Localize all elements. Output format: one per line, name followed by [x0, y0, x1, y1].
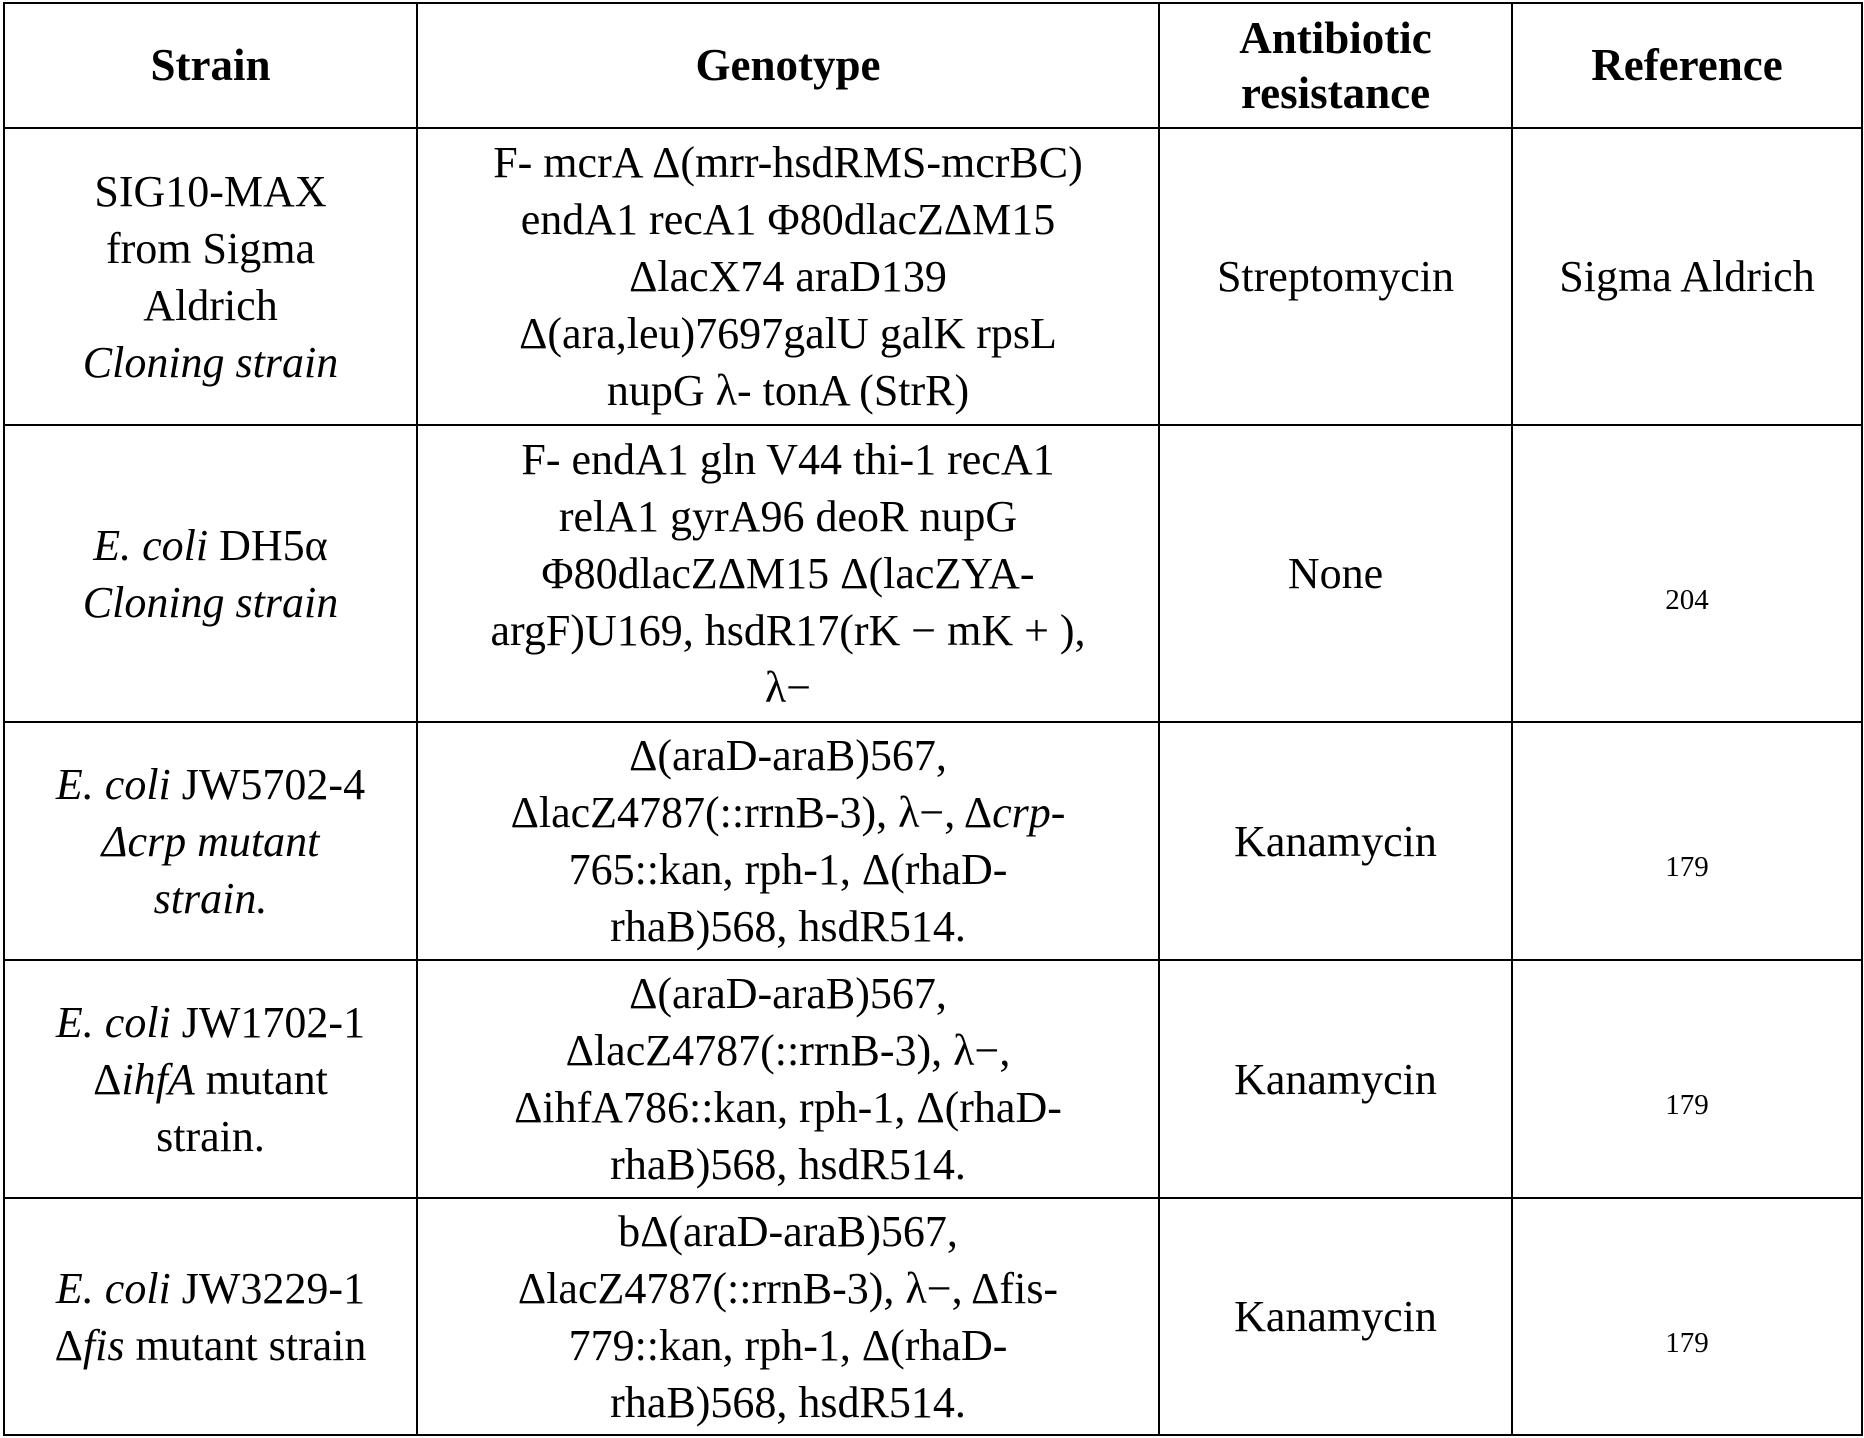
species-name: E. coli: [93, 520, 209, 570]
genotype-cell: [417, 1198, 1159, 1435]
genotype-cell: [417, 722, 1159, 960]
genotype-line: rhaB)568, hsdR514.: [610, 1377, 966, 1427]
delta-symbol: Δ: [93, 1054, 122, 1104]
strain-line: Aldrich: [143, 280, 278, 330]
strain-name: JW5702-4: [170, 759, 366, 809]
reference-number: 179: [1665, 851, 1709, 883]
strain-cell: [4, 425, 417, 722]
strain-line: [11, 994, 410, 1051]
header-antibiotic-resistance: [1159, 3, 1512, 128]
species-name: E. coli: [55, 1263, 171, 1313]
strain-cell: [4, 128, 417, 425]
genotype-line: ΔlacX74 araD139: [629, 252, 947, 301]
species-name: E. coli: [55, 759, 171, 809]
strain-line: [11, 1051, 410, 1108]
strain-description: Δcrp mutant: [101, 816, 320, 866]
strain-name: JW1702-1: [170, 997, 366, 1047]
strain-name: JW3229-1: [170, 1263, 366, 1313]
mutant-label: mutant: [194, 1054, 328, 1104]
genotype-line: rhaB)568, hsdR514.: [610, 902, 966, 951]
gene-name: ihfA: [121, 1054, 195, 1104]
genotype-line: argF)U169, hsdR17(rK − mK + ),: [490, 606, 1086, 655]
genotype-cell: [417, 128, 1159, 425]
strain-cell: [4, 1198, 417, 1435]
genotype-line: λ−: [764, 663, 812, 712]
species-name: E. coli: [55, 997, 171, 1047]
genotype-line: Φ80dlacZΔM15 Δ(lacZYA-: [541, 549, 1035, 598]
header-antibiotic-line2: resistance: [1240, 67, 1431, 118]
strain-description: Cloning strain: [82, 577, 339, 627]
genotype-line: rhaB)568, hsdR514.: [610, 1140, 966, 1189]
reference-cell: [1512, 960, 1862, 1198]
header-antibiotic-line1: Antibiotic: [1239, 12, 1432, 63]
strains-table: [3, 2, 1863, 1436]
genotype-line: Δ(araD-araB)567,: [629, 969, 947, 1018]
table-row: [4, 722, 1862, 960]
antibiotic-cell: None: [1159, 425, 1512, 722]
header-strain: Strain: [4, 3, 417, 128]
genotype-line: ΔlacZ4787(::rrnB-3), λ−,: [565, 1026, 1011, 1075]
genotype-line: Δ(araD-araB)567,: [629, 731, 947, 780]
genotype-line: F- endA1 gln V44 thi-1 recA1: [521, 435, 1055, 484]
reference-number: 204: [1665, 583, 1709, 616]
reference-number: 179: [1665, 1326, 1709, 1359]
genotype-text: -: [1050, 788, 1066, 837]
strain-description: strain.: [153, 873, 268, 923]
strain-line: [11, 1260, 410, 1317]
genotype-text: ΔlacZ4787(::rrnB-3), λ−, Δ: [510, 788, 993, 837]
table-row: [4, 425, 1862, 722]
genotype-cell: [417, 960, 1159, 1198]
table-row: [4, 960, 1862, 1198]
reference-cell: [1512, 722, 1862, 960]
genotype-line: relA1 gyrA96 deoR nupG: [558, 492, 1018, 541]
genotype-line: F- mcrA Δ(mrr-hsdRMS-mcrBC): [493, 138, 1083, 187]
reference-number: 179: [1665, 1089, 1709, 1121]
strain-cell: [4, 960, 417, 1198]
delta-symbol: Δ: [54, 1320, 83, 1370]
strain-cell: [4, 722, 417, 960]
header-genotype: Genotype: [417, 3, 1159, 128]
genotype-line: [424, 784, 1152, 841]
antibiotic-cell: Kanamycin: [1159, 960, 1512, 1198]
genotype-line: bΔ(araD-araB)567,: [618, 1206, 958, 1256]
genotype-line: nupG λ- tonA (StrR): [606, 366, 970, 415]
strain-line: strain.: [156, 1111, 265, 1161]
antibiotic-cell: Kanamycin: [1159, 722, 1512, 960]
strain-line: [11, 1317, 410, 1374]
strain-name: DH5α: [208, 520, 328, 570]
antibiotic-cell: Kanamycin: [1159, 1198, 1512, 1435]
strain-line: [11, 517, 410, 574]
strain-line: [11, 756, 410, 813]
genotype-cell: [417, 425, 1159, 722]
antibiotic-cell: Streptomycin: [1159, 128, 1512, 425]
strain-line: SIG10-MAX: [94, 166, 327, 216]
genotype-line: ΔihfA786::kan, rph-1, Δ(rhaD-: [514, 1083, 1062, 1132]
genotype-line: ΔlacZ4787(::rrnB-3), λ−, Δfis-: [517, 1263, 1059, 1313]
genotype-line: 765::kan, rph-1, Δ(rhaD-: [568, 845, 1008, 894]
table-row: [4, 128, 1862, 425]
table-row: [4, 1198, 1862, 1435]
genotype-line: 779::kan, rph-1, Δ(rhaD-: [568, 1320, 1008, 1370]
gene-name: fis: [82, 1320, 125, 1370]
header-reference: Reference: [1512, 3, 1862, 128]
reference-cell: Sigma Aldrich: [1512, 128, 1862, 425]
reference-cell: [1512, 425, 1862, 722]
genotype-line: Δ(ara,leu)7697galU galK rpsL: [519, 309, 1057, 358]
gene-name: crp: [992, 788, 1051, 837]
strain-line: from Sigma: [106, 223, 315, 273]
reference-cell: [1512, 1198, 1862, 1435]
header-row: [4, 3, 1862, 128]
genotype-line: endA1 recA1 Φ80dlacZΔM15: [520, 195, 1056, 244]
mutant-label: mutant strain: [124, 1320, 367, 1370]
strain-description: Cloning strain: [82, 337, 339, 387]
